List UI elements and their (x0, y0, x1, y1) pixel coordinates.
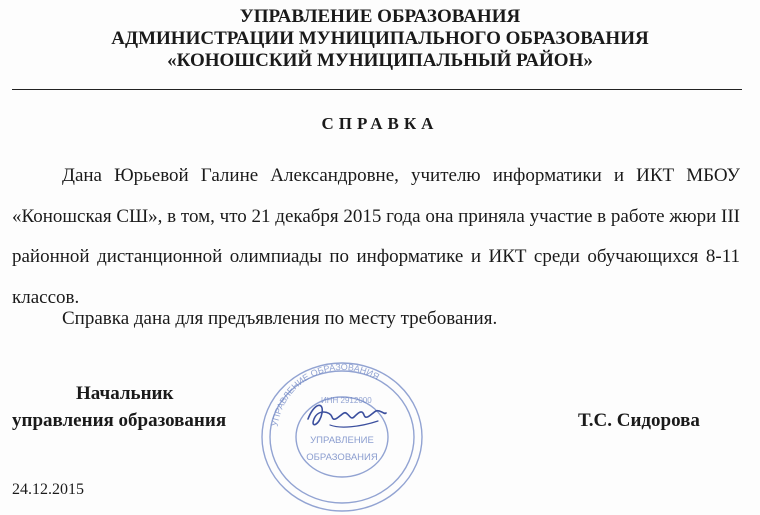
signatory-position-line-1: Начальник (76, 383, 174, 404)
signatory-position-line-2: управления образования (12, 410, 227, 431)
letterhead-line-2: АДМИНИСТРАЦИИ МУНИЦИПАЛЬНОГО ОБРАЗОВАНИЯ (111, 28, 649, 49)
letterhead (0, 6, 760, 72)
body-paragraph-1: Дана Юрьевой Галине Александровне, учителю информатики и ИКТ МБОУ «Коношская СШ», в том, что 21 декабря 2015 года она приняла участие в работе жюри III районной дистанционной олимпиады по информатике и ИКТ среди обучающихся 8-11 классов. (12, 165, 740, 308)
stamp-center-line-1: УПРАВЛЕНИЕ (310, 435, 374, 446)
stamp-center-line-2: ОБРАЗОВАНИЯ (306, 452, 378, 463)
stamp-ring-text: УПРАВЛЕНИЕ ОБРАЗОВАНИЯ (269, 361, 382, 428)
body-paragraph-2: Справка дана для предъявления по месту требования. (62, 308, 498, 329)
document-date: 24.12.2015 (12, 481, 84, 498)
letterhead-line-3: «КОНОШСКИЙ МУНИЦИПАЛЬНЫЙ РАЙОН» (167, 50, 593, 71)
letterhead-line-1: УПРАВЛЕНИЕ ОБРАЗОВАНИЯ (239, 6, 521, 27)
signatory-name: Т.С. Сидорова (578, 410, 700, 431)
stamp-inn-text: ИНН 2912000 (321, 396, 372, 405)
official-stamp (255, 355, 430, 515)
header-divider (12, 89, 742, 90)
document-title: СПРАВКА (321, 114, 439, 133)
handwritten-signature (300, 395, 390, 435)
